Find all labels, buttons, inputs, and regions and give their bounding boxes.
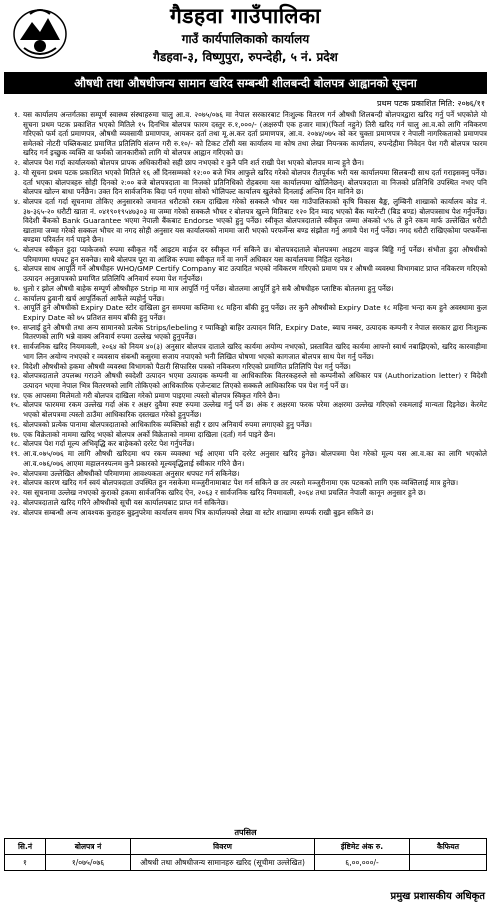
- municipality-title: गैडहवा गाउँपालिका: [169, 3, 321, 28]
- notice-item-number: १८.: [10, 439, 20, 449]
- notice-item-number: १०.: [10, 322, 20, 332]
- notice-item-text: बोलपत्रको प्रत्येक पानामा बोलपत्रदाताको आधिकारिक व्यक्तिको सही र छाप अनिवार्य रुपमा लगाएको हुनु पर्नेछ।: [23, 419, 312, 429]
- schedule-heading: तपसिल: [234, 828, 257, 837]
- notice-item-text: विदेशी औषधीको हकमा औषधी व्यवस्था विभागको पैठारी सिफारिस पत्रको नविकरण गरिएको प्रमाणित प्रतिलिपि पेश गर्नु पर्नेछ।: [23, 361, 351, 371]
- notice-item-number: १४.: [10, 390, 20, 400]
- notice-item: [4, 498, 487, 508]
- notice-item: [4, 430, 487, 440]
- notice-item: [4, 342, 487, 361]
- notice-item: [4, 469, 487, 479]
- notice-item-text: बोलपत्रदाताले उपलब्ध गराउने औषधी स्वदेशी उत्पादन भएमा उत्पादक कम्पनी वा आधिकारिक वितरकहरुले सो कम्पनीको अधिकार पत्र (Authorization letter) र विदेशी उत्पादन भएमा नेपाल भित्र वितरणको लागि तोकिएको आधिकारिक एजेन्टबाट लिएको सक्कलै आधिकारिक पत्र पेश गर्नु पर्ने छ।: [23, 371, 487, 390]
- notice-item-number: २३.: [10, 497, 20, 507]
- notice-item-text: बोलपत्रदाताले खरिद गरिने औषधीको सूची यस कार्यालयबाट प्राप्त गर्न सकिनेछ।: [23, 497, 229, 507]
- notice-item-text: आ.व.०७५/०७६ मा लागि औषधी खरिदमा थप रकम व्यवस्था भई आएमा पनि दररेट अनुसार खरिद हुनेछ। बोलपत्रमा पेश गरेको मूल्य यस आ.व.का का लागि भएकोले आ.व.०७६/०७६ आएमा महालनस्पत्नम कुनै प्रकारको मूल्यवृद्धिलाई स्वीकार गरिने छैन।: [23, 449, 487, 468]
- notice-item-number: २१.: [10, 478, 20, 488]
- header-estimate: ईष्टिमेट अंक रु.: [315, 839, 410, 855]
- notice-item-number: १७.: [10, 429, 20, 439]
- notice-items: [4, 110, 487, 517]
- notice-item-number: १३.: [10, 371, 20, 381]
- table-row: [5, 855, 487, 871]
- header-description: विवरण: [131, 839, 315, 855]
- notice-item-text: धुलो र झोल औषधी बाहेक सम्पूर्ण औषधीहरु Strip मा मात्र आपूर्ति गर्नु पर्नेछ। बोतलमा आपूर्ति हुने सबै औषधीहरु प्लाष्टिक बोतलमा हुनु पर्नेछ।: [23, 283, 394, 293]
- notice-item: [4, 158, 487, 168]
- notice-item: [4, 294, 487, 304]
- notice-item-number: १९.: [10, 449, 20, 459]
- cell-sn: १: [5, 855, 46, 871]
- notice-item: [4, 400, 487, 419]
- notice-item-number: २०.: [10, 468, 20, 478]
- notice-item-number: १५.: [10, 400, 20, 410]
- notice-item-text: सप्लाई हुने औषधी तथा अन्य सामानको प्रत्येक Strips/lebeling र प्याकिङ्को बाहिर उत्पादन मिति, Expiry Date, ब्याच नम्बर, उत्पादक कम्पनी र नेपाल सरकार द्वारा निःशुल्क वितरणको लागि भन्ने वाक्य अनिवार्य रुपमा उल्लेख भएको हुनुपर्नेछ।: [23, 322, 487, 342]
- cell-tender-no: १/०७५/०७६: [46, 855, 131, 871]
- header-tender-no: बोलपत्र नं: [46, 839, 131, 855]
- notice-item: [4, 197, 487, 245]
- office-name: गाउँ कार्यपालिकाको कार्यालय: [181, 32, 310, 46]
- notice-item-number: ३.: [13, 167, 20, 177]
- notice-item-number: ७.: [13, 283, 20, 293]
- publication-date: प्रथम पटक प्रकाशित मिति: २०७६/११: [376, 99, 485, 108]
- notice-item-text: बोलपत्र दर्ता गर्दा सूचनामा तोकिए अनुसारको जमानत धरौटको रकम दाखिला गरेको सक्कलै भौचर यस गाउँपालिकाको कृषि विकास बैङ्क, लुम्बिनी शाखाको कार्यालय कोड नं. ३७-३६५-२० धरौटी खाता नं. ०४१९०१९५४७३०३ मा जम्मा गरेको सक्कलै भौचर र बोलपत्र खुल्ने मितिबाट १२० दिन म्याद भएको बैंक ग्यारेन्टी (बिड बण्ड) बोलपत्रसाथ पेश गर्नुपर्नेछ। विदेशी बैंकको Bank Guarantee भएमा नेपाली बैंकबाट Endorse भएको हुनु पर्नेछ। स्वीकृत बोलपत्रदाताले स्वीकृत जम्मा अंकको ५% ले हुने रकम मार्फ उल्लेखित धरौटी खातामा जम्मा गरेको सक्कल भौचर वा नगद सोही अनुसार यस कार्यालयको नाममा जारी भएको परफर्मेन्स बण्ड संझौता गर्नु अगावै पेश गर्नु पर्नेछ। नगद धरौटी राखिएकोमा परफर्मेन्स बण्डमा परिवर्तन गर्न पाइने छैन।: [23, 196, 487, 245]
- signatory-title: प्रमुख प्रशासकीय अधिकृत: [390, 891, 485, 902]
- notice-item: [4, 303, 487, 322]
- notice-item-text: बोलपत्र साथ आपूर्ति गर्ने औषधीहरु WHO/GMP Certify Company बाट उत्पादित भएको नविकरण गरिएको प्रमाण पत्र र औषधी व्यवस्था विभागबाट प्राप्त नविकरण गरिएको उत्पादन अनुज्ञापत्रको प्रमाणित प्रतिलिपि अनिवार्य रुपमा पेश गर्नुपर्नेछ।: [23, 264, 487, 284]
- header-remarks: कैफियत: [410, 839, 487, 855]
- notice-item-text: बोलपत्र स्वीकृत हुदा प्याकेजको रुपमा स्वीकृत गर्दै आइटम वाईज दर स्वीकृत गर्न सकिने छ। बोलपत्रदाताले बोलपत्रमा आइटम वाइज बिड्डि गर्नु पर्नेछ। संभौता हुदा औषधीको परिमाणमा थपघट हुन सक्नेछ। साथै बोलपत्र पूरा वा आंशिक रुपमा स्वीकृत गर्ने वा नगर्ने अधिकार यस कार्यालयमा निहित रहनेछ।: [23, 245, 487, 264]
- notice-item: [4, 508, 487, 518]
- notice-item-number: ९.: [13, 303, 20, 313]
- notice-item: [4, 245, 487, 264]
- notice-item-text: बोलपत्र सम्बन्धी अन्य आवश्यक कुराहरु बुझ्नुपरेमा कार्यालय समय भित्र कार्यालयको लेखा वा स्टोर शाखामा सम्पर्क राखी बुझ्न सकिने छ।: [23, 507, 374, 517]
- notice-item: [4, 284, 487, 294]
- notice-item-text: बोलपत्र पेश गर्दा मूल्य अभिवृद्धि कर बाहेकको दररेट पेश गर्नुपर्नेछ।: [23, 439, 195, 449]
- notice-item-number: १.: [13, 110, 20, 119]
- notice-item: [4, 264, 487, 283]
- cell-description: औषधी तथा औषधीजन्य सामानहरु खरिद (सूचीमा उल्लेखित): [131, 855, 315, 871]
- notice-item: [4, 391, 487, 401]
- header-sn: सि.नं: [5, 839, 46, 855]
- notice-item: [4, 439, 487, 449]
- notice-item-text: एक आपसमा मिलेमतो गरी बोलपत्र दाखिला गरेको प्रमाण पाइएमा त्यस्तो बोलपत्र स्विकृत गरिने छैन।: [23, 390, 281, 400]
- notice-item-number: ४.: [13, 196, 20, 206]
- notice-item-text: बोलपत्रमा उल्लेखित औषधीको परिमाणमा आवश्यकता अनुसार थपघट गर्न सकिनेछ।: [23, 468, 240, 478]
- table-header-row: [5, 839, 487, 855]
- notice-item-text: आपूर्ति हुने औषधीको Expiry Date स्टोर दाखिला हुन समयमा कम्तिमा १८ महिना बाँकी हुनु पर्नेछ। तर कुनै औषधीको Expiry Date १८ महिना भन्दा कम हुने अवस्थामा कुल Expiry Date को ७५ प्रतिशत समय बाँकी हुनु पर्नेछ।: [23, 303, 487, 322]
- notice-item-number: २४.: [10, 507, 20, 517]
- schedule-table: [4, 838, 487, 871]
- notice-item: [4, 110, 487, 158]
- cell-remarks: [410, 855, 487, 871]
- notice-item: [4, 168, 487, 197]
- notice-item: [4, 478, 487, 488]
- notice-item-text: यो सूचना प्रथम पटक प्रकाशित भएको मितिले १६ औं दिनसम्मको १२:०० बजे भित्र आफुले खरिद गरेको बोलपत्र रीतपूर्वक भरी यस कार्यालयमा सिलबन्दी साथ दर्ता गराइसक्नु पर्नेछ। दर्ता भएका बोलपत्रहरु सोही दिनको २:०० बजे बोलपत्रदाता वा निजको प्रतिनिधिको रोहबरमा यस कार्यालयमा खोलिनेछन्। बोलपत्रदाता वा निजको प्रतिनिधि उपस्थित नभए पनि बोलपत्र खोल्न बाधा पर्नेछैन। उक्त दिन सार्वजनिक बिदा पर्न गएमा सोको भोलिपल्ट कार्यालय खुलेको दिनलाई अन्तिम दिन मानिने छ।: [23, 167, 487, 197]
- notice-item: [4, 371, 487, 390]
- notice-item-number: २.: [13, 158, 20, 168]
- notice-item: [4, 323, 487, 342]
- notice-item-number: १६.: [10, 419, 20, 429]
- notice-item-text: बोलपत्र पेश गर्दा कार्यालयको बोलपत्र प्रापक अधिकारीको सही छाप नभएको र कुनै पनि शर्त राखी पेश भएको बोलपत्र मान्य हुने छैन।: [23, 158, 364, 168]
- notice-item-number: ११.: [10, 342, 20, 352]
- notice-item: [4, 420, 487, 430]
- notice-item-number: ८.: [13, 293, 20, 303]
- cell-estimate: ६,००,०००/-: [315, 855, 410, 871]
- notice-item-text: यस सूचनामा उल्लेख नभएको कुराको हकमा सार्वजनिक खरिद ऐन, २०६३ र सार्वजनिक खरिद नियमावली, २०६४ तथा प्रचलित नेपाली कानून अनुसार हुने छ।: [23, 488, 426, 498]
- notice-item-number: २२.: [10, 488, 20, 498]
- notice-item-number: ५.: [13, 245, 20, 255]
- office-address: गैडहवा-३, विष्णुपुरा, रुपन्देही, ५ नं. प्रदेश: [153, 50, 338, 64]
- notice-item-text: सार्वजनिक खरिद नियमावली, २०६४ को नियम ४०(३) अनुसार बोलपत्र दाताले खरिद कार्यमा अयोग्य नभएको, प्रस्तावित खरिद कार्यमा आफ्नो स्वार्थ नबाझिएको, खरिद कारवाहीमा भाग लिन अयोग्य नभएको र व्यवसाय संबन्धी कसुरमा सजाय नपाएको भनी लिखित घोषणा भएको कागजात बोलपत्र साथ पेश गर्नु पर्नेछ।: [23, 342, 487, 361]
- notice-title-banner: औषधी तथा औषधीजन्य सामान खरिद सम्बन्धी शीलबन्दी बोलपत्र आह्वानको सूचना: [4, 72, 487, 94]
- notice-item: [4, 488, 487, 498]
- notice-item-text: बोलपत्र फारममा रकम उल्लेख गर्दा अंक र अक्षर दुवैमा स्पष्ट रुपमा उल्लेख गर्नु पर्ने छ। अंक र अक्षरमा फरक परेमा अक्षरमा उल्लेख गरिएको रकमलाई मान्यता दिइनेछ। केरमेट भएको बोलपत्रमा त्यस्तो ठाउँमा आधिकारिक दस्तखत गरेको हुनुपर्नेछ।: [23, 400, 487, 420]
- notice-item-number: १२.: [10, 361, 20, 371]
- notice-item-number: ६.: [13, 264, 20, 274]
- notice-item: [4, 449, 487, 468]
- notice-item-text: कार्यालय ढुवानी खर्च आपूर्तिकर्ता आफैंले व्यहोर्नु पर्नेछ।: [23, 293, 165, 303]
- notice-item: [4, 362, 487, 372]
- header: [4, 0, 487, 70]
- notice-item-text: यस कार्यालय अन्तर्गतका सम्पूर्ण स्वास्थ्य संस्थाहरुमा चालु आ.व. २०७५/०७६ मा नेपाल सरकारबाट निःशुल्क वितरण गर्न औषधी शिलबन्दी बोलपत्रद्वारा खरिद गर्नु पर्ने भएकोले यो सूचना प्रथम पटक प्रकाशित भएको मितिले १५ दिनभित्र बोलपत्र फारम दस्तुर रु.१,०००/- (अक्षरुपी एक हजार मात्र)(फिर्ता नहुने) तिरी खरिद गर्न चालु आ.व.को लागि नविकरण गरिएको फर्म दर्ता प्रमाणपत्र, औषधी व्यवसायी प्रमाणपत्र, आयकर दर्ता तथा मू.अ.कर दर्ता प्रमाणपत्र, आ.व. २०७४/०७५ को कर चुक्ता प्रमाणपत्र र नेपाली नागरिकताको प्रमाणपत्र समेतको नोटरी पब्लिकबाट प्रमाणित प्रतिलिपि संलग्न गरी रु.१०/- को टिकट टाँसी यस कार्यालय मा कोष तथा लेखा नियन्त्रक कार्यालय, रुपन्देहीमा निवेदन पेश गरी बोलपत्र फारम खरिद गर्न इच्छुक व्यक्ति वा फर्मको जानकारीको लागि यो बोलपत्र आह्वान गरिएको छ।: [23, 110, 487, 158]
- notice-item-text: एक विक्रेताको नाममा खरिद भएको बोलपत्र अर्को विक्रेताको नाममा दाखिला (दर्ता) गर्न पाइने छैन।: [23, 429, 276, 439]
- notice-item-text: बोलपत्र कारण खरिद गर्न स्वयं बोलपत्रदाता उपस्थित हुन नसकेमा मञ्जुरीनामाबाट पेश गर्न सकिने छ तर त्यस्तो मञ्जुरीनामा एक पटकको लागि एक व्यक्तिलाई मात्र हुनेछ।: [23, 478, 459, 488]
